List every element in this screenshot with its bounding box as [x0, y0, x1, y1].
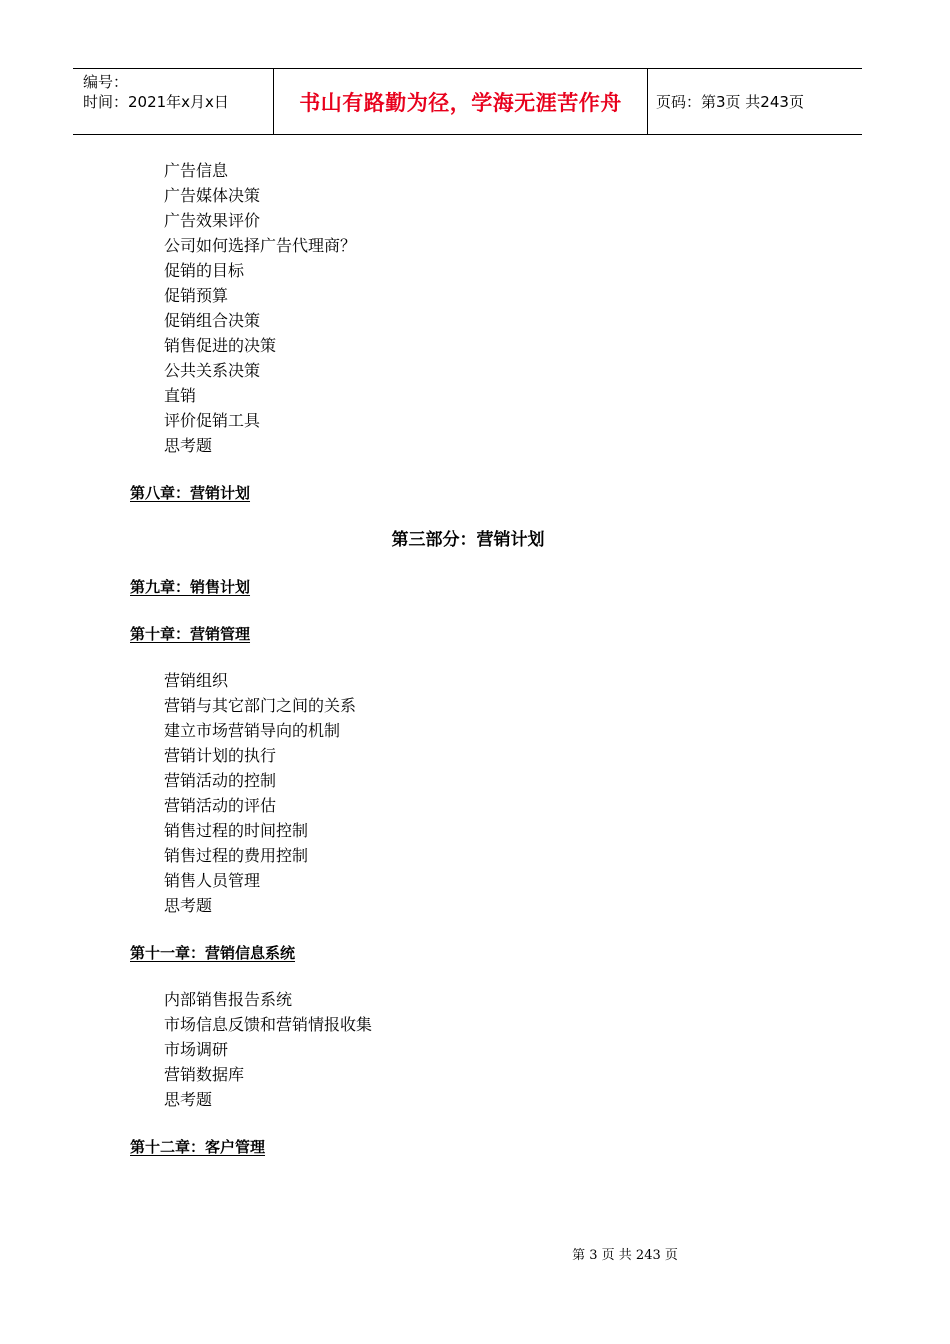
list-item: 营销活动的控制	[164, 771, 277, 790]
part-heading-3: 第三部分：营销计划	[391, 530, 545, 550]
list-item: 思考题	[164, 896, 213, 915]
header-motto: 书山有路勤为径，学海无涯苦作舟	[274, 69, 648, 134]
list-item: 广告效果评价	[164, 211, 261, 230]
list-item: 销售促进的决策	[164, 336, 277, 355]
list-item: 直销	[164, 386, 197, 405]
chapter-heading-11: 第十一章：营销信息系统	[130, 944, 296, 962]
list-item: 销售人员管理	[164, 871, 261, 890]
time-label: 时间：2021年x月x日	[83, 93, 229, 111]
list-item: 广告信息	[164, 161, 229, 180]
chapter-heading-9: 第九章：销售计划	[130, 578, 251, 596]
header-page-info: 页码：第3页 共243页	[656, 93, 804, 111]
list-item: 公共关系决策	[164, 361, 261, 380]
list-item: 营销计划的执行	[164, 746, 277, 765]
list-item: 思考题	[164, 1090, 213, 1109]
list-item: 广告媒体决策	[164, 186, 261, 205]
list-item: 营销与其它部门之间的关系	[164, 696, 357, 715]
page-header	[73, 68, 862, 135]
header-meta	[73, 69, 274, 134]
list-item: 促销的目标	[164, 261, 245, 280]
list-item: 促销组合决策	[164, 311, 261, 330]
chapter-heading-12: 第十二章：客户管理	[130, 1138, 266, 1156]
list-item: 思考题	[164, 436, 213, 455]
list-item: 公司如何选择广告代理商？	[164, 236, 357, 255]
chapter-heading-10: 第十章：营销管理	[130, 625, 251, 643]
list-item: 销售过程的费用控制	[164, 846, 309, 865]
list-item: 建立市场营销导向的机制	[164, 721, 341, 740]
list-item: 内部销售报告系统	[164, 990, 293, 1009]
list-item: 营销活动的评估	[164, 796, 277, 815]
page-footer: 第 3 页 共 243 页	[572, 1248, 678, 1263]
list-item: 评价促销工具	[164, 411, 261, 430]
list-item: 销售过程的时间控制	[164, 821, 309, 840]
list-item: 市场调研	[164, 1040, 229, 1059]
list-item: 营销数据库	[164, 1065, 245, 1084]
list-item: 营销组织	[164, 671, 229, 690]
list-item: 市场信息反馈和营销情报收集	[164, 1015, 373, 1034]
list-item: 促销预算	[164, 286, 229, 305]
number-label: 编号：	[83, 73, 129, 91]
chapter-heading-8: 第八章：营销计划	[130, 484, 251, 502]
